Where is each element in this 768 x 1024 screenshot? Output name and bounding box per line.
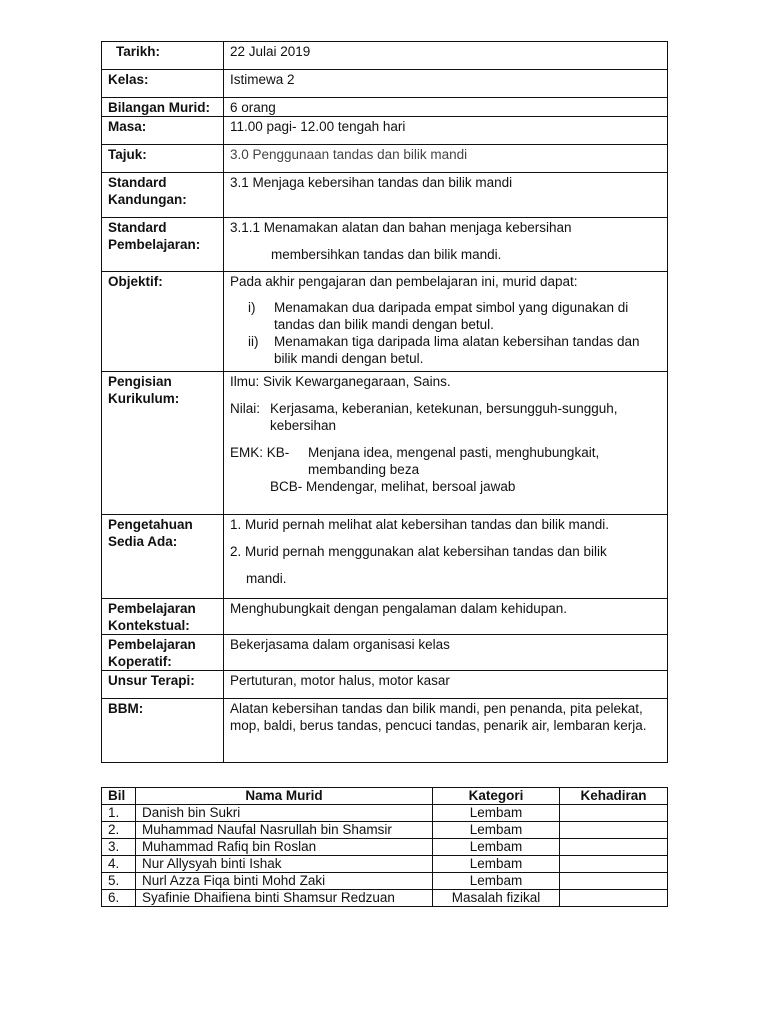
cell-kategori: Masalah fizikal [433, 890, 560, 907]
label-kelas: Kelas: [102, 70, 224, 98]
cell-nama: Syafinie Dhaifiena binti Shamsur Redzuan [136, 890, 433, 907]
value-tarikh: 22 Julai 2019 [224, 42, 668, 70]
value-objektif [224, 272, 668, 372]
label-line: Pengisian [108, 374, 172, 389]
cell-kategori: Lembam [433, 856, 560, 873]
value-terapi: Pertuturan, motor halus, motor kasar [224, 671, 668, 699]
row-standard-pembelajaran [102, 218, 668, 272]
emk-value: Menjana idea, mengenal pasti, menghubungkait, membanding beza [308, 445, 600, 477]
value-standard-kandungan: 3.1 Menjaga kebersihan tandas dan bilik mandi [224, 173, 668, 218]
row-pengetahuan [102, 515, 668, 599]
header-bil: Bil [102, 788, 136, 805]
label-line: Kontekstual: [108, 618, 190, 633]
list-item [230, 333, 663, 367]
label-standard-kandungan [102, 173, 224, 218]
value-line: 3.1.1 Menamakan alatan dan bahan menjaga kebersihan [230, 220, 572, 235]
value-pengisian [224, 372, 668, 515]
cell-kehadiran [560, 805, 668, 822]
label-standard-pembelajaran [102, 218, 224, 272]
label-line: Kandungan: [108, 192, 187, 207]
value-masa: 11.00 pagi- 12.00 tengah hari [224, 117, 668, 145]
cell-bil: 6. [102, 890, 136, 907]
label-bbm: BBM: [102, 699, 224, 763]
cell-nama: Muhammad Naufal Nasrullah bin Shamsir [136, 822, 433, 839]
value-bilangan: 6 orang [224, 98, 668, 117]
row-koperatif [102, 635, 668, 671]
label-line: Pembelajaran [108, 637, 196, 652]
pengisian-nilai [230, 400, 663, 434]
pengetahuan-item: 1. Murid pernah melihat alat kebersihan tandas dan bilik mandi. [230, 517, 609, 532]
cell-nama: Nurl Azza Fiqa binti Mohd Zaki [136, 873, 433, 890]
label-line: Standard [108, 220, 167, 235]
table-row [102, 856, 668, 873]
pengisian-ilmu: Ilmu: Sivik Kewarganegaraan, Sains. [230, 374, 451, 389]
header-kategori: Kategori [433, 788, 560, 805]
pengetahuan-item-cont: mandi. [246, 571, 287, 586]
header-kehadiran: Kehadiran [560, 788, 668, 805]
label-terapi: Unsur Terapi: [102, 671, 224, 699]
nilai-key: Nilai: [230, 401, 261, 416]
list-text: Menamakan dua daripada empat simbol yang digunakan di tandas dan bilik mandi dengan betul. [274, 300, 629, 332]
cell-bil: 4. [102, 856, 136, 873]
value-bbm: Alatan kebersihan tandas dan bilik mandi, pen penanda, pita pelekat, mop, baldi, berus tandas, pencuci tandas, penarik air, lembaran kerja. [224, 699, 668, 763]
emk-key: EMK: KB- [230, 445, 290, 460]
objektif-intro: Pada akhir pengajaran dan pembelajaran ini, murid dapat: [230, 274, 578, 289]
value-koperatif: Bekerjasama dalam organisasi kelas [224, 635, 668, 671]
table-row [102, 822, 668, 839]
label-line: Kurikulum: [108, 391, 180, 406]
label-line: Pengetahuan [108, 517, 193, 532]
row-pengisian [102, 372, 668, 515]
cell-kategori: Lembam [433, 839, 560, 856]
value-kontekstual: Menghubungkait dengan pengalaman dalam kehidupan. [224, 599, 668, 635]
cell-kehadiran [560, 822, 668, 839]
cell-nama: Nur Allysyah binti Ishak [136, 856, 433, 873]
value-pengetahuan [224, 515, 668, 599]
row-bilangan [102, 98, 668, 117]
student-table-header [102, 788, 668, 805]
cell-kehadiran [560, 890, 668, 907]
list-number: ii) [248, 334, 259, 349]
pengisian-bcb: BCB- Mendengar, melihat, bersoal jawab [270, 479, 516, 494]
label-line: Sedia Ada: [108, 534, 178, 549]
label-objektif: Objektif: [102, 272, 224, 372]
row-terapi [102, 671, 668, 699]
table-row [102, 805, 668, 822]
cell-nama: Danish bin Sukri [136, 805, 433, 822]
label-line: Koperatif: [108, 654, 172, 669]
cell-kehadiran [560, 839, 668, 856]
value-tajuk: 3.0 Penggunaan tandas dan bilik mandi [224, 145, 668, 173]
label-koperatif [102, 635, 224, 671]
pengisian-emk [230, 444, 663, 478]
label-masa: Masa: [102, 117, 224, 145]
list-item [230, 299, 663, 333]
cell-bil: 5. [102, 873, 136, 890]
cell-bil: 1. [102, 805, 136, 822]
table-row [102, 839, 668, 856]
lesson-plan-table [101, 41, 668, 763]
label-kontekstual [102, 599, 224, 635]
pengetahuan-item: 2. Murid pernah menggunakan alat kebersihan tandas dan bilik [230, 544, 607, 559]
cell-nama: Muhammad Rafiq bin Roslan [136, 839, 433, 856]
row-masa [102, 117, 668, 145]
cell-bil: 2. [102, 822, 136, 839]
label-line: Pembelajaran [108, 601, 196, 616]
cell-kategori: Lembam [433, 805, 560, 822]
row-bbm [102, 699, 668, 763]
cell-kehadiran [560, 873, 668, 890]
row-standard-kandungan [102, 173, 668, 218]
list-text: Menamakan tiga daripada lima alatan kebersihan tandas dan bilik mandi dengan betul. [274, 334, 640, 366]
nilai-value: Kerjasama, keberanian, ketekunan, bersungguh-sungguh, kebersihan [270, 401, 618, 433]
value-kelas: Istimewa 2 [224, 70, 668, 98]
cell-bil: 3. [102, 839, 136, 856]
cell-kategori: Lembam [433, 873, 560, 890]
table-row [102, 873, 668, 890]
label-pengetahuan [102, 515, 224, 599]
header-nama: Nama Murid [136, 788, 433, 805]
row-tarikh [102, 42, 668, 70]
value-line: membersihkan tandas dan bilik mandi. [271, 247, 502, 262]
row-kontekstual [102, 599, 668, 635]
label-line: Standard [108, 175, 167, 190]
cell-kehadiran [560, 856, 668, 873]
label-tajuk: Tajuk: [102, 145, 224, 173]
list-number: i) [248, 300, 256, 315]
label-pengisian [102, 372, 224, 515]
row-tajuk [102, 145, 668, 173]
row-objektif [102, 272, 668, 372]
objektif-list [230, 299, 663, 367]
value-standard-pembelajaran [224, 218, 668, 272]
row-kelas [102, 70, 668, 98]
student-table [101, 787, 668, 907]
label-tarikh: Tarikh: [102, 42, 224, 70]
label-bilangan: Bilangan Murid: [102, 98, 224, 117]
cell-kategori: Lembam [433, 822, 560, 839]
table-row [102, 890, 668, 907]
label-line: Pembelajaran: [108, 237, 201, 252]
